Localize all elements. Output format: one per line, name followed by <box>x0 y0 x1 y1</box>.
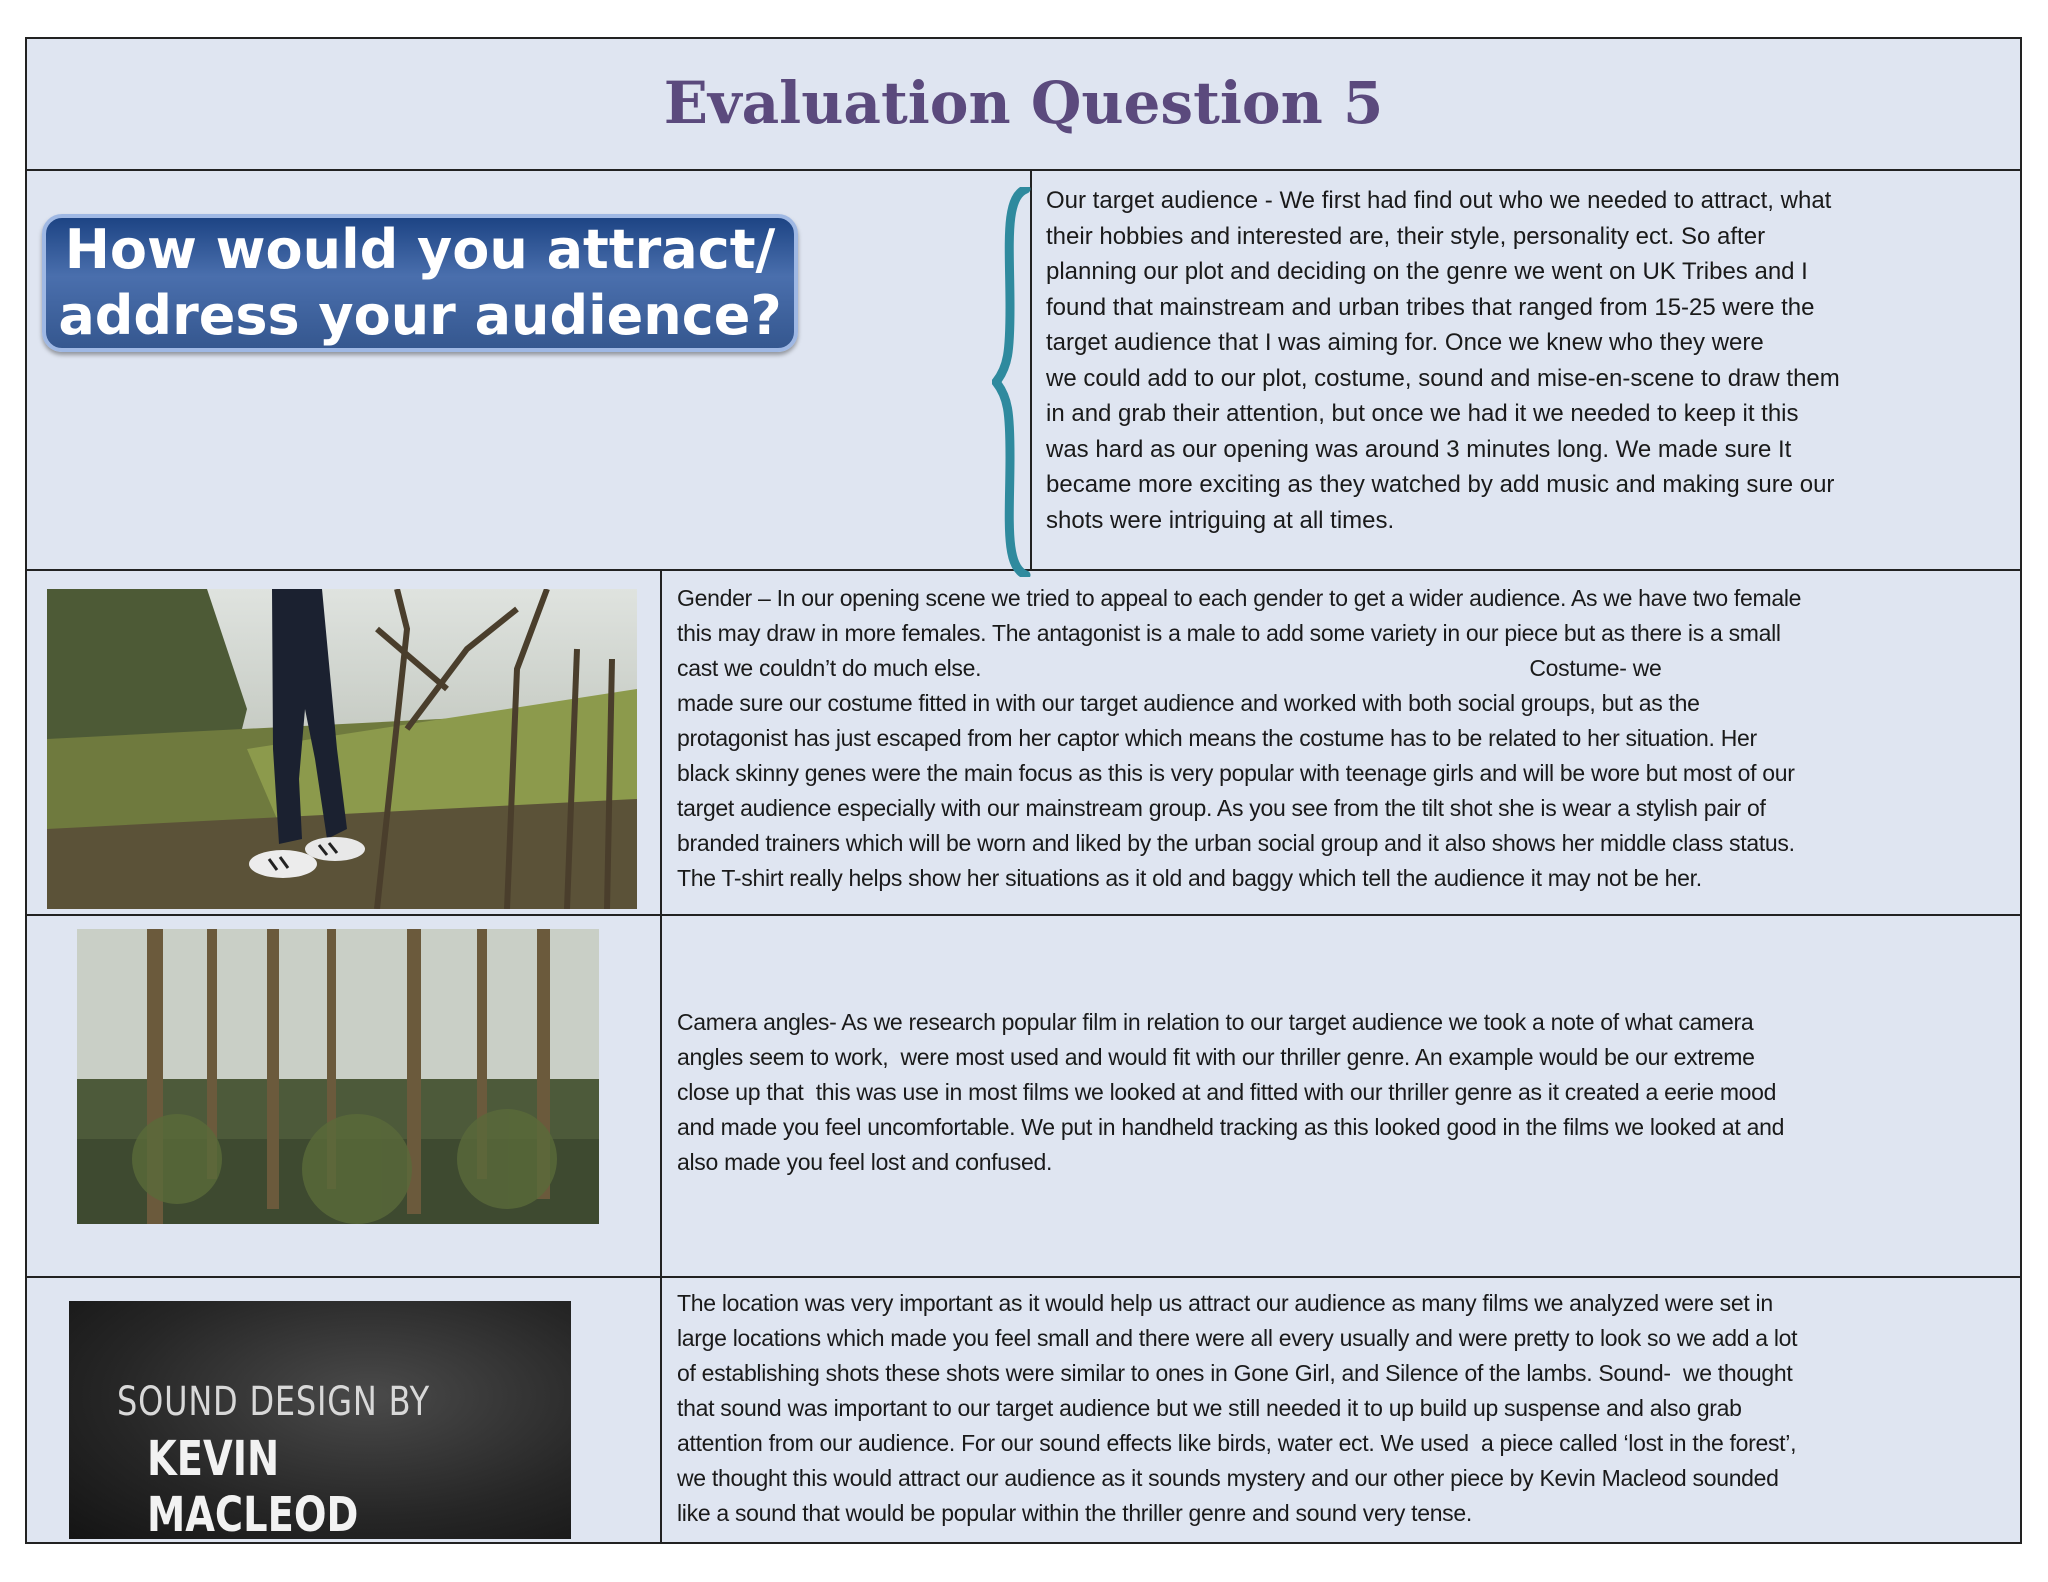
sound-design-credit-image <box>69 1301 571 1539</box>
curly-brace-icon <box>992 187 1032 577</box>
camera-angles-text: Camera angles- As we research popular film in relation to our target audience we took a note of what camera angles seem to work, were most used and would fit with our thriller genre. An example would be our extreme close up that this was use in most films we looked at and fitted with our thriller genre as it created a eerie mood and made you feel uncomfortable. We put in handheld tracking as this looked good in the films we looked at and also made you feel lost and confused. <box>677 1009 1785 1175</box>
credit-line-2: KEVIN MACLEOD <box>147 1431 359 1539</box>
question-line-2: address your audience? <box>58 284 782 347</box>
column-divider <box>660 1276 662 1544</box>
section-gender-costume <box>27 569 2020 916</box>
legs-trainers-photo <box>47 589 637 909</box>
title-row <box>27 39 2020 171</box>
column-divider <box>660 914 662 1276</box>
section-camera-angles <box>27 914 2020 1278</box>
evaluation-page <box>25 37 2022 1544</box>
section-location-sound <box>27 1276 2020 1544</box>
page-title: Evaluation Question 5 <box>663 69 1384 137</box>
question-box <box>42 214 798 352</box>
question-line-1: How would you attract/ <box>64 218 776 281</box>
credit-line-1: SOUND DESIGN BY <box>117 1379 430 1425</box>
forest-photo <box>77 929 599 1224</box>
intro-row <box>27 169 2020 571</box>
gender-costume-text: Gender – In our opening scene we tried to appeal to each gender to get a wider audience. As we have two female this may draw in more females. The antagonist is a male to add some variety in our piece but as there is a small cast we couldn’t do much else. Costume- we made sure our costume fitted in with our target audience and worked with both social groups, but as the protagonist has just escaped from her captor which means the costume has to be related to her situation. Her black skinny genes were the main focus as this is very popular with teenage girls and will be wore but most of our target audience especially with our mainstream group. As you see from the tilt shot she is wear a stylish pair of branded trainers which will be worn and liked by the urban social group and it also shows her middle class status. The T-shirt really helps show her situations as it old and baggy which tell the audience it may not be her. <box>677 585 1802 891</box>
intro-paragraph: Our target audience - We first had find out who we needed to attract, what their hobbies and interested are, their style, personality ect. So after planning our plot and deciding on the genre we went on UK Tribes and I found that mainstream and urban tribes that ranged from 15-25 were the target audience that I was aiming for. Once we knew who they were we could add to our plot, costume, sound and mise-en-scene to draw them in and grab their attention, but once we had it we needed to keep it this was hard as our opening was around 3 minutes long. We made sure It became more exciting as they watched by add music and making sure our shots were intriguing at all times. <box>1046 187 1840 534</box>
column-divider <box>660 569 662 914</box>
location-sound-text: The location was very important as it would help us attract our audience as many films we analyzed were set in large locations which made you feel small and there were all every usually and were pretty to look so we add a lot of establishing shots these shots were similar to ones in Gone Girl, and Silence of the lambs. Sound- we thought that sound was important to our target audience but we still needed it to up build up suspense and also grab attention from our audience. For our sound effects like birds, water ect. We used a piece called ‘lost in the forest’, we thought this would attract our audience as it sounds mystery and our other piece by Kevin Macleod sounded like a sound that would be popular within the thriller genre and sound very tense. <box>677 1290 1798 1526</box>
